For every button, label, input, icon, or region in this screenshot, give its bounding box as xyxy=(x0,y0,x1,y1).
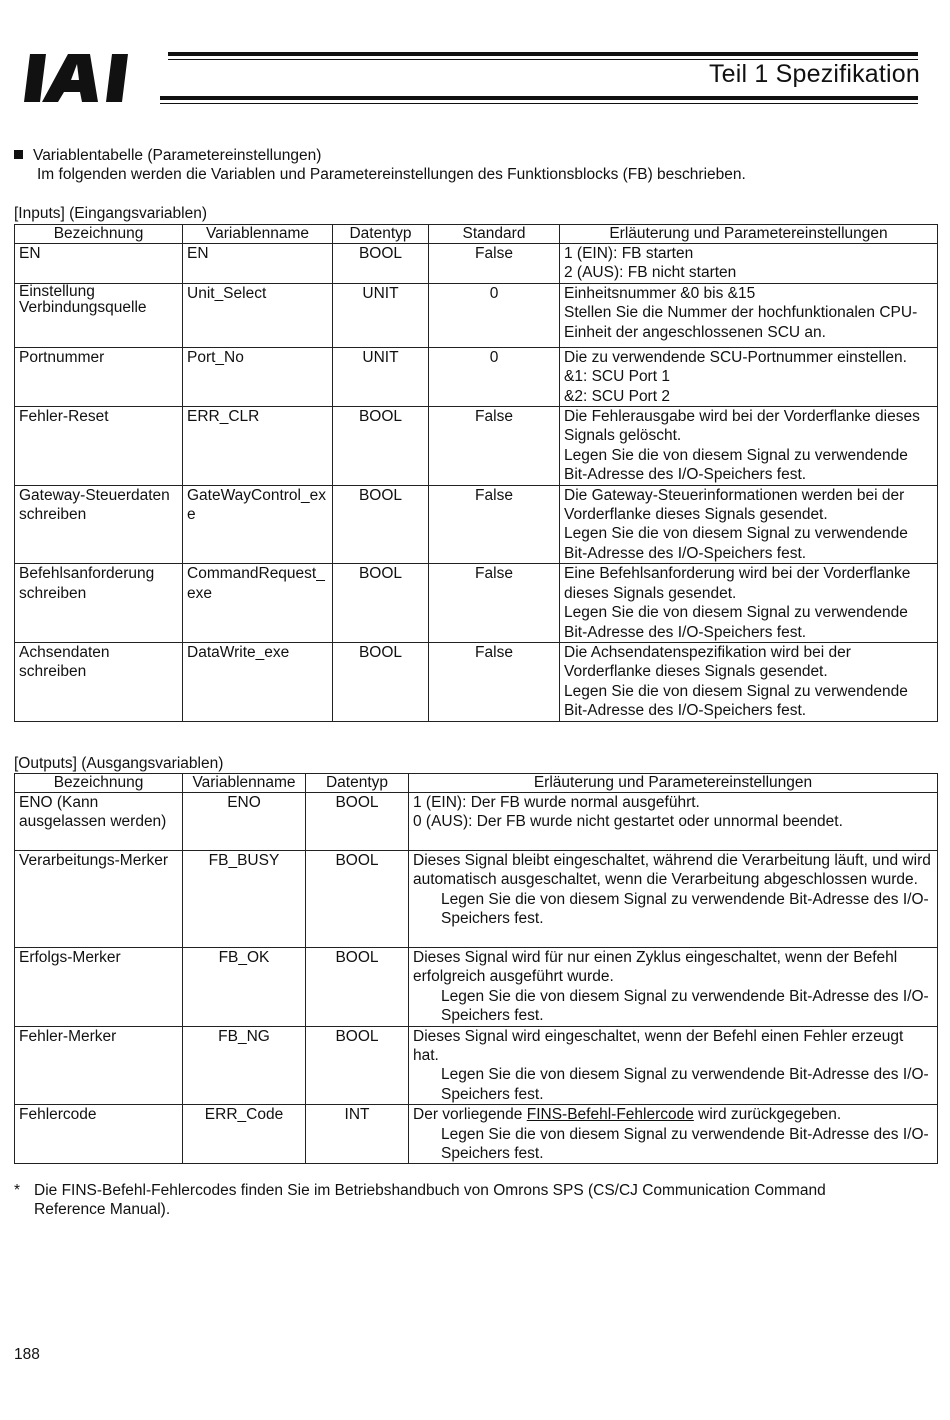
column-header: Standard xyxy=(429,225,560,244)
cell-variable: GateWayControl_exe xyxy=(183,485,333,564)
cell-name: Befehlsanforderung schreiben xyxy=(15,564,183,643)
cell-type: UNIT xyxy=(333,283,429,347)
cell-name: Verarbeitungs-Merker xyxy=(15,851,183,948)
cell-variable: FB_NG xyxy=(183,1026,306,1105)
iai-logo xyxy=(24,52,162,104)
cell-description xyxy=(560,407,938,486)
table-row xyxy=(15,642,938,721)
table-row xyxy=(15,851,938,948)
desc-line: 0 (AUS): Der FB wurde nicht gestartet oder unnormal beendet. xyxy=(413,813,843,831)
cell-default: False xyxy=(429,407,560,486)
table-header-row xyxy=(15,774,938,793)
table-row xyxy=(15,347,938,406)
table-row xyxy=(15,407,938,486)
cell-description xyxy=(560,347,938,406)
desc-line: &1: SCU Port 1 xyxy=(564,368,670,386)
desc-line: Legen Sie die von diesem Signal zu verwendende Bit-Adresse des I/O-Speichers fest. xyxy=(441,1066,929,1103)
cell-description xyxy=(409,851,938,948)
intro-section xyxy=(14,146,914,184)
cell-description xyxy=(409,1105,938,1164)
footnote xyxy=(14,1181,914,1220)
column-header: Erläuterung und Parametereinstellungen xyxy=(409,774,938,793)
table-row xyxy=(15,1026,938,1105)
cell-default: False xyxy=(429,642,560,721)
cell-variable: CommandRequest_exe xyxy=(183,564,333,643)
table-row xyxy=(15,283,938,347)
cell-name: Einstellung Verbindungsquelle xyxy=(15,283,183,347)
cell-type: BOOL xyxy=(333,564,429,643)
outputs-table xyxy=(14,773,938,1164)
cell-type: BOOL xyxy=(333,642,429,721)
desc-line: Legen Sie die von diesem Signal zu verwendende Bit-Adresse des I/O-Speichers fest. xyxy=(441,987,929,1025)
desc-line: Die Gateway-Steuerinformationen werden bei der Vorderflanke dieses Signals gesendet. xyxy=(564,486,905,524)
cell-name: Achsendaten schreiben xyxy=(15,642,183,721)
cell-variable: Unit_Select xyxy=(183,283,333,347)
column-header: Bezeichnung xyxy=(15,774,183,793)
cell-name: Gateway-Steuerdaten schreiben xyxy=(15,485,183,564)
column-header: Bezeichnung xyxy=(15,225,183,244)
table-row xyxy=(15,244,938,284)
desc-line: Die zu verwendende SCU-Portnummer einstellen. xyxy=(564,348,907,366)
desc-line: Die Fehlerausgabe wird bei der Vorderflanke dieses Signals gelöscht. xyxy=(564,408,920,445)
desc-line xyxy=(413,1105,933,1124)
cell-default: 0 xyxy=(429,347,560,406)
table-row xyxy=(15,485,938,564)
cell-description xyxy=(560,244,938,284)
desc-line: Stellen Sie die Nummer der hochfunktionalen CPU-Einheit der angeschlossenen SCU an. xyxy=(564,304,918,341)
header-rule-bottom-thin xyxy=(160,103,918,104)
cell-type: BOOL xyxy=(306,793,409,851)
cell-name: EN xyxy=(15,244,183,284)
footnote-text: Die FINS-Befehl-Fehlercodes finden Sie im Betriebshandbuch von Omrons SPS (CS/CJ Communication Command Reference Manual). xyxy=(34,1182,826,1219)
cell-variable: ERR_Code xyxy=(183,1105,306,1164)
footnote-mark: * xyxy=(14,1182,21,1199)
cell-name: ENO (Kann ausgelassen werden) xyxy=(15,793,183,851)
desc-line: 1 (EIN): Der FB wurde normal ausgeführt. xyxy=(413,794,700,811)
cell-variable: EN xyxy=(183,244,333,284)
cell-type: INT xyxy=(306,1105,409,1164)
column-header: Erläuterung und Parametereinstellungen xyxy=(560,225,938,244)
cell-name: Fehlercode xyxy=(15,1105,183,1164)
cell-name: Fehler-Merker xyxy=(15,1026,183,1105)
desc-line: &2: SCU Port 2 xyxy=(564,387,670,405)
bullet-square-icon xyxy=(14,150,23,159)
cell-variable: DataWrite_exe xyxy=(183,642,333,721)
header-rule-top xyxy=(168,52,918,56)
cell-variable: Port_No xyxy=(183,347,333,406)
table-row xyxy=(15,948,938,1027)
desc-line: Legen Sie die von diesem Signal zu verwendende Bit-Adresse des I/O-Speichers fest. xyxy=(564,525,908,562)
desc-line: Dieses Signal bleibt eingeschaltet, während die Verarbeitung läuft, und wird automatisch ausgeschaltet, wenn die Verarbeitung abgeschlossen wurde. xyxy=(413,852,931,889)
header-rule-bottom xyxy=(160,96,918,100)
cell-variable: ENO xyxy=(183,793,306,851)
cell-name: Erfolgs-Merker xyxy=(15,948,183,1027)
desc-line: 2 (AUS): FB nicht starten xyxy=(564,264,737,282)
column-header: Variablenname xyxy=(183,225,333,244)
intro-heading: Variablentabelle (Parametereinstellungen) xyxy=(33,147,322,164)
cell-description xyxy=(560,564,938,643)
cell-type: BOOL xyxy=(333,407,429,486)
column-header: Variablenname xyxy=(183,774,306,793)
cell-type: BOOL xyxy=(306,851,409,948)
cell-description xyxy=(409,1026,938,1105)
cell-type: BOOL xyxy=(333,485,429,564)
column-header: Datentyp xyxy=(333,225,429,244)
desc-line: Einheitsnummer &0 bis &15 xyxy=(564,284,756,302)
desc-line: Legen Sie die von diesem Signal zu verwendende Bit-Adresse des I/O-Speichers fest. xyxy=(564,682,908,720)
table-row xyxy=(15,1105,938,1164)
column-header: Datentyp xyxy=(306,774,409,793)
intro-text: Im folgenden werden die Variablen und Parametereinstellungen des Funktionsblocks (FB) beschrieben. xyxy=(37,166,746,183)
cell-description xyxy=(409,793,938,851)
cell-description xyxy=(409,948,938,1027)
cell-name: Portnummer xyxy=(15,347,183,406)
inputs-caption: [Inputs] (Eingangsvariablen) xyxy=(14,205,208,222)
cell-variable: FB_BUSY xyxy=(183,851,306,948)
cell-variable: FB_OK xyxy=(183,948,306,1027)
cell-description xyxy=(560,485,938,564)
page-number: 188 xyxy=(14,1346,40,1363)
desc-line: Die Achsendatenspezifikation wird bei der Vorderflanke dieses Signals gesendet. xyxy=(564,643,851,681)
cell-type: BOOL xyxy=(306,948,409,1027)
desc-line: Legen Sie die von diesem Signal zu verwendende Bit-Adresse des I/O-Speichers fest. xyxy=(564,446,908,484)
cell-type: UNIT xyxy=(333,347,429,406)
cell-variable: ERR_CLR xyxy=(183,407,333,486)
desc-line: Dieses Signal wird eingeschaltet, wenn der Befehl einen Fehler erzeugt hat. xyxy=(413,1027,904,1065)
desc-text: wird zurückgegeben. xyxy=(693,1106,842,1124)
desc-text: Der vorliegende xyxy=(413,1106,527,1124)
cell-name: Fehler-Reset xyxy=(15,407,183,486)
cell-type: BOOL xyxy=(306,1026,409,1105)
cell-description xyxy=(560,283,938,347)
desc-line: Legen Sie die von diesem Signal zu verwendende Bit-Adresse des I/O-Speichers fest. xyxy=(564,604,908,641)
error-code-reference: FINS-Befehl-Fehlercode xyxy=(526,1106,694,1124)
desc-line: Legen Sie die von diesem Signal zu verwendende Bit-Adresse des I/O-Speichers fest. xyxy=(441,890,929,928)
outputs-caption: [Outputs] (Ausgangsvariablen) xyxy=(14,755,224,772)
desc-line: Eine Befehlsanforderung wird bei der Vorderflanke dieses Signals gesendet. xyxy=(564,565,911,602)
cell-type: BOOL xyxy=(333,244,429,284)
cell-default: False xyxy=(429,564,560,643)
desc-line: Dieses Signal wird für nur einen Zyklus eingeschaltet, wenn der Befehl erfolgreich ausgeführt wurde. xyxy=(413,949,898,986)
cell-description xyxy=(560,642,938,721)
table-row xyxy=(15,564,938,643)
desc-line: 1 (EIN): FB starten xyxy=(564,245,694,262)
cell-default: False xyxy=(429,244,560,284)
table-row xyxy=(15,793,938,851)
cell-default: 0 xyxy=(429,283,560,347)
page-title: Teil 1 Spezifikation xyxy=(708,60,920,88)
desc-line: Legen Sie die von diesem Signal zu verwendende Bit-Adresse des I/O-Speichers fest. xyxy=(441,1125,929,1163)
inputs-table xyxy=(14,224,938,722)
cell-default: False xyxy=(429,485,560,564)
table-header-row xyxy=(15,225,938,244)
